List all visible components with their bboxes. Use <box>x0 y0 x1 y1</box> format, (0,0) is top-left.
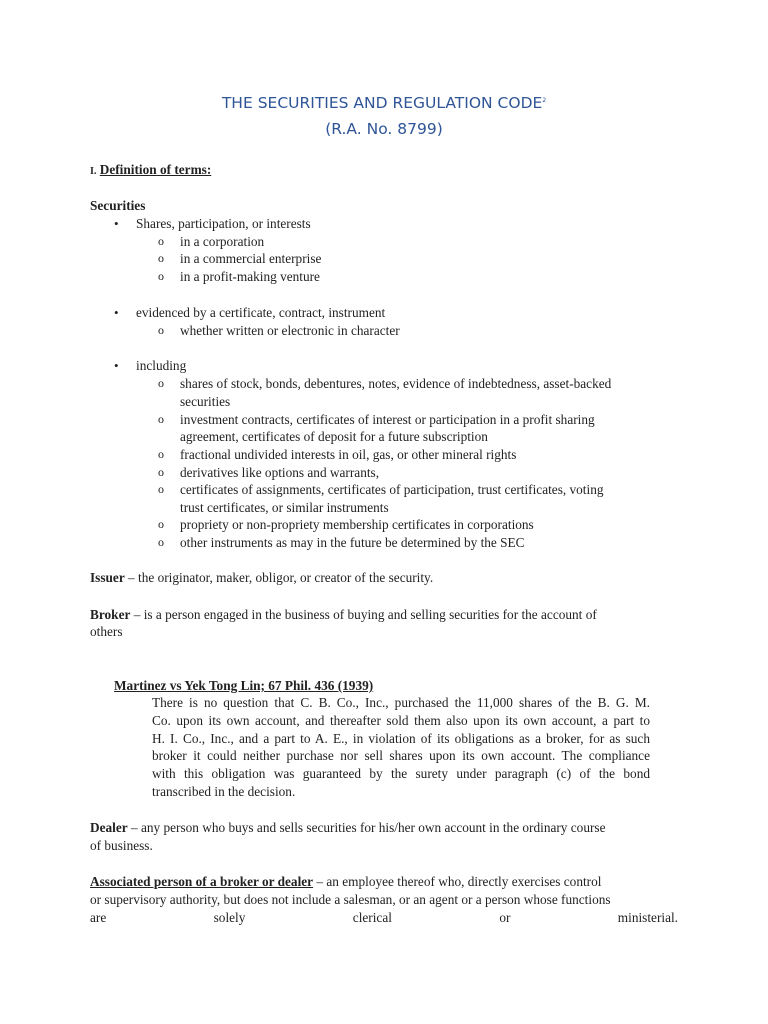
sub-item: shares of stock, bonds, debentures, notes, evidence of indebtedness, asset-backed <box>180 376 612 391</box>
circle-bullet-icon: o <box>158 323 164 337</box>
bullet-icon: • <box>114 358 119 373</box>
circle-bullet-icon: o <box>158 535 164 549</box>
circle-bullet-icon: o <box>158 517 164 531</box>
bullet-text: evidenced by a certificate, contract, instrument <box>136 305 386 320</box>
associated-person-definition-cont: or supervisory authority, but does not include a salesman, or an agent or a person whose functions <box>90 892 611 907</box>
securities-heading: Securities <box>90 198 146 213</box>
circle-bullet-icon: o <box>158 269 164 283</box>
case-title: Martinez vs Yek Tong Lin; 67 Phil. 436 (1939) <box>114 678 374 693</box>
circle-bullet-icon: o <box>158 465 164 479</box>
circle-bullet-icon: o <box>158 234 164 248</box>
circle-bullet-icon: o <box>158 447 164 461</box>
bullet-text: Shares, participation, or interests <box>136 216 311 231</box>
sub-item: other instruments as may in the future be determined by the SEC <box>180 535 525 550</box>
case-line: with this obligation was guaranteed by the surety under paragraph (c) of the bond <box>152 766 650 781</box>
case-line: Co. upon its own account, and thereafter sold them also upon its own account, a part to <box>152 713 650 728</box>
dealer-definition: Dealer – any person who buys and sells securities for his/her own account in the ordinary course <box>90 820 606 835</box>
sub-item: in a corporation <box>180 234 265 249</box>
associated-person-definition-cont: are solely clerical or ministerial. <box>90 910 678 925</box>
dealer-definition-cont: of business. <box>90 838 153 853</box>
sub-item: derivatives like options and warrants, <box>180 465 380 480</box>
section-heading: I. Definition of terms: <box>90 162 212 177</box>
sub-item: investment contracts, certificates of interest or participation in a profit sharing <box>180 412 595 427</box>
title-footnote: 2 <box>542 96 547 104</box>
sub-item: certificates of assignments, certificates of participation, trust certificates, voting <box>180 482 604 497</box>
sub-item-cont: agreement, certificates of deposit for a future subscription <box>180 429 488 444</box>
sub-item: in a commercial enterprise <box>180 251 322 266</box>
circle-bullet-icon: o <box>158 482 164 496</box>
bullet-icon: • <box>114 305 119 320</box>
sub-item-cont: trust certificates, or similar instruments <box>180 500 389 515</box>
associated-person-definition: Associated person of a broker or dealer – an employee thereof who, directly exercises control <box>90 874 602 889</box>
circle-bullet-icon: o <box>158 376 164 390</box>
circle-bullet-icon: o <box>158 412 164 426</box>
broker-definition-cont: others <box>90 624 123 639</box>
case-line: There is no question that C. B. Co., Inc., purchased the 11,000 shares of the B. G. M. <box>152 695 650 710</box>
issuer-definition: Issuer – the originator, maker, obligor, or creator of the security. <box>90 570 434 585</box>
doc-title-line1: THE SECURITIES AND REGULATION CODE$^2$ <box>221 94 547 112</box>
sub-item: whether written or electronic in character <box>180 323 400 338</box>
sub-item: in a profit-making venture <box>180 269 320 284</box>
sub-item: propriety or non-propriety membership certificates in corporations <box>180 517 534 532</box>
circle-bullet-icon: o <box>158 251 164 265</box>
bullet-icon: • <box>114 216 119 231</box>
case-line: broker it could neither purchase nor sell shares upon its own account. The compliance <box>152 748 650 763</box>
broker-definition: Broker – is a person engaged in the business of buying and selling securities for the account of <box>90 607 597 622</box>
case-line: transcribed in the decision. <box>152 784 296 799</box>
bullet-text: including <box>136 358 187 373</box>
case-line: H. I. Co., Inc., and a part to A. E., in violation of its obligations as a broker, for as such <box>152 731 650 746</box>
doc-title-line2: (R.A. No. 8799) <box>325 120 443 138</box>
sub-item-cont: securities <box>180 394 231 409</box>
sub-item: fractional undivided interests in oil, gas, or other mineral rights <box>180 447 517 462</box>
